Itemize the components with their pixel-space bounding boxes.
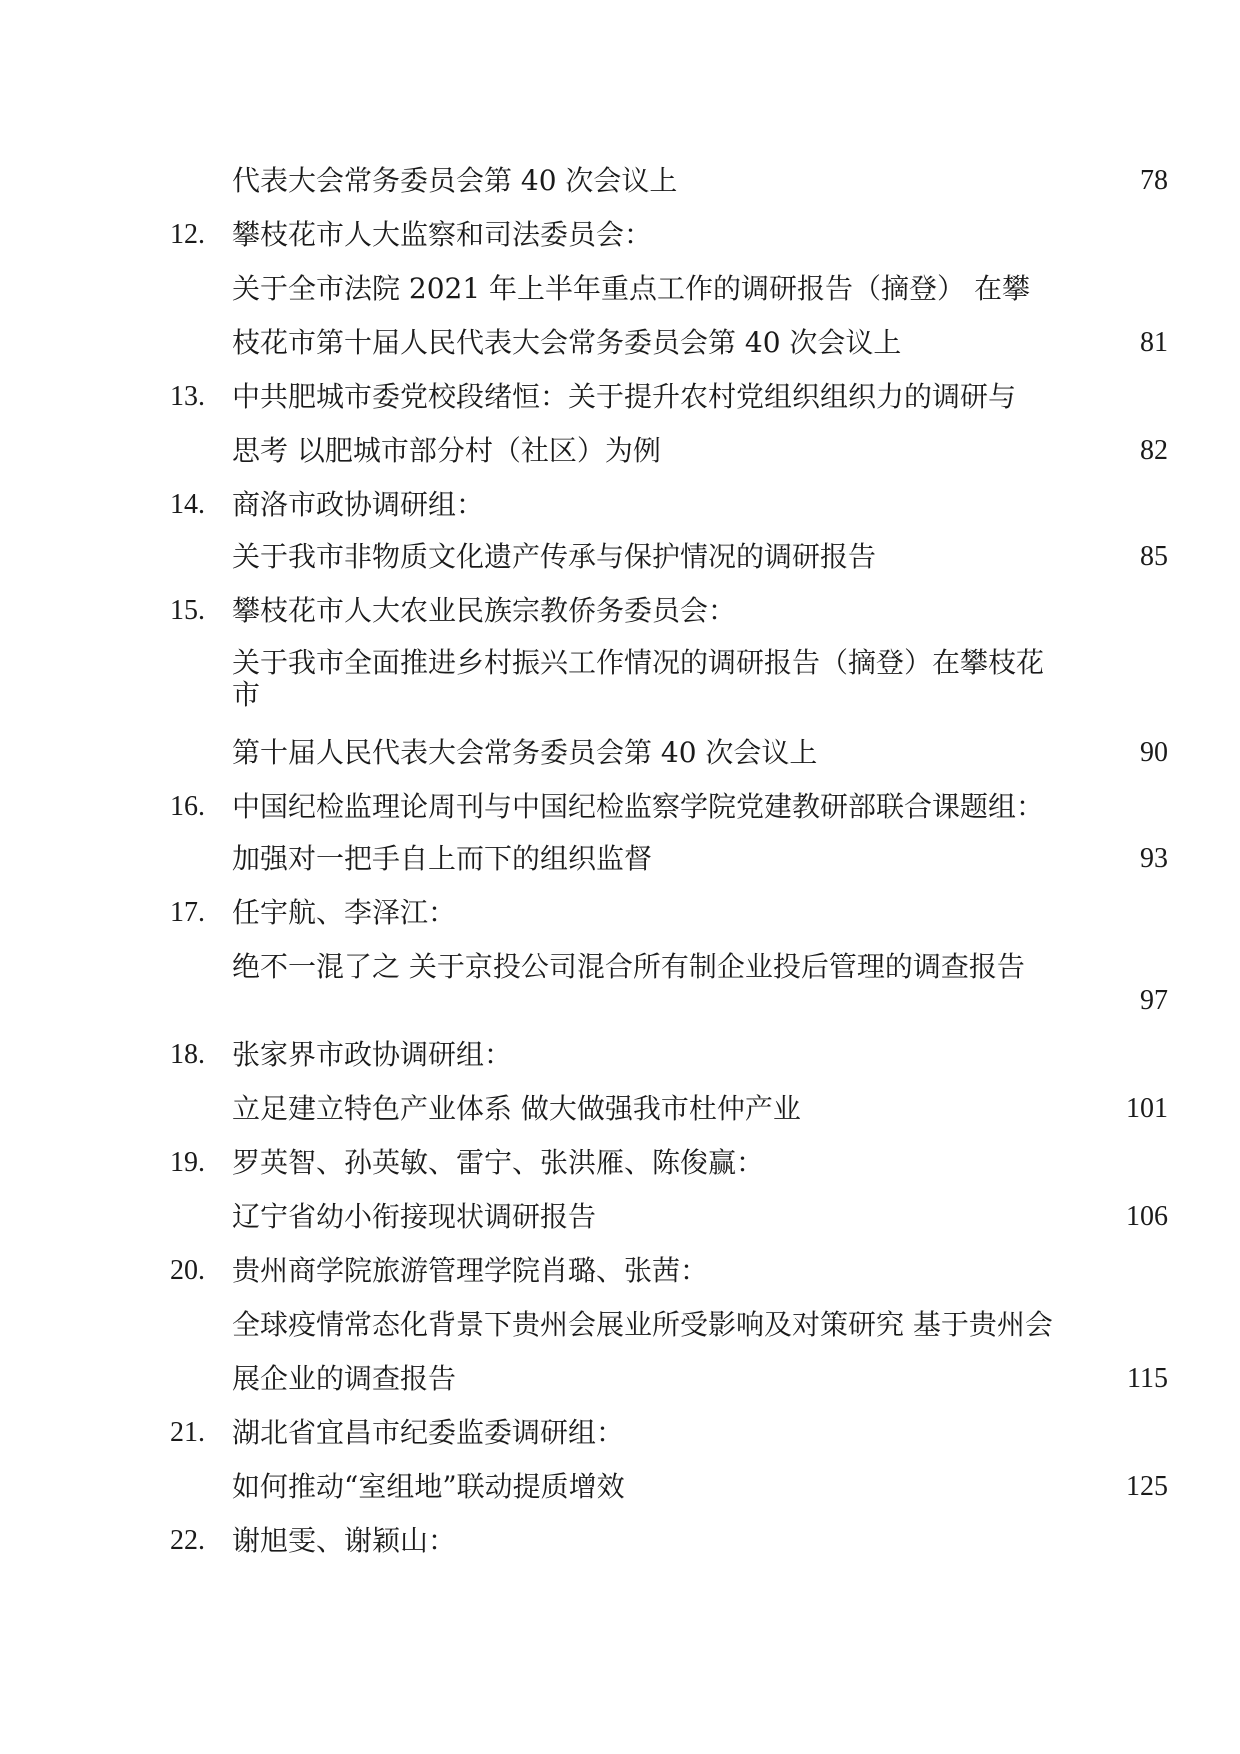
toc-entry-13-number: 13. <box>170 381 205 412</box>
toc-entry-13-author: 中共肥城市委党校段绪恒：关于提升农村党组织组织力的调研与 <box>232 380 1017 413</box>
toc-entry-15-title-line[interactable]: 第十届人民代表大会常务委员会第 40 次会议上 <box>232 736 818 769</box>
toc-entry-19-author: 罗英智、孙英敏、雷宁、张洪雁、陈俊赢： <box>232 1146 765 1179</box>
toc-entry-17-title-line[interactable]: 绝不一混了之 关于京投公司混合所有制企业投后管理的调查报告 <box>232 950 1025 983</box>
toc-entry-18-title-line[interactable]: 立足建立特色产业体系 做大做强我市杜仲产业 <box>232 1092 801 1125</box>
toc-entry-13-page-number[interactable]: 82 <box>1140 435 1168 466</box>
toc-entry-19-number: 19. <box>170 1147 205 1178</box>
toc-entry-21-number: 21. <box>170 1417 205 1448</box>
toc-entry-19-title-line[interactable]: 辽宁省幼小衔接现状调研报告 <box>232 1200 597 1233</box>
toc-entry-21-author: 湖北省宜昌市纪委监委调研组： <box>232 1416 625 1449</box>
toc-entry-15-author: 攀枝花市人大农业民族宗教侨务委员会： <box>232 594 737 627</box>
toc-entry-15-title-line[interactable]: 关于我市全面推进乡村振兴工作情况的调研报告（摘登）在攀枝花 <box>232 646 1045 679</box>
toc-entry-12-author: 攀枝花市人大监察和司法委员会： <box>232 218 653 251</box>
toc-entry-22-number: 22. <box>170 1525 205 1556</box>
toc-entry-12-number: 12. <box>170 219 205 250</box>
toc-entry-20-number: 20. <box>170 1255 205 1286</box>
toc-entry-12-title-line[interactable]: 枝花市第十届人民代表大会常务委员会第 40 次会议上 <box>232 326 902 359</box>
toc-entry-16-author: 中国纪检监理论周刊与中国纪检监察学院党建教研部联合课题组： <box>232 790 1045 823</box>
toc-entry-14-author: 商洛市政协调研组： <box>232 488 485 521</box>
toc-entry-20-author: 贵州商学院旅游管理学院肖璐、张茜： <box>232 1254 709 1287</box>
toc-entry-16-number: 16. <box>170 791 205 822</box>
toc-entry-21-title-line[interactable]: 如何推动“室组地”联动提质增效 <box>232 1470 625 1503</box>
toc-entry-17-page-number[interactable]: 97 <box>1140 985 1168 1016</box>
toc-entry-17-number: 17. <box>170 897 205 928</box>
toc-entry-20-page-number[interactable]: 115 <box>1127 1363 1168 1394</box>
toc-entry-18-number: 18. <box>170 1039 205 1070</box>
toc-entry-20-title-line[interactable]: 全球疫情常态化背景下贵州会展业所受影响及对策研究 基于贵州会 <box>232 1308 1053 1341</box>
toc-entry-14-page-number[interactable]: 85 <box>1140 541 1168 572</box>
toc-entry-13-title-line[interactable]: 思考 以肥城市部分村（社区）为例 <box>232 434 661 467</box>
toc-entry-21-page-number[interactable]: 125 <box>1126 1471 1168 1502</box>
toc-entry-17-author: 任宇航、李泽江： <box>232 896 457 929</box>
toc-entry-14-title-line[interactable]: 关于我市非物质文化遗产传承与保护情况的调研报告 <box>232 540 877 573</box>
toc-entry-15-number: 15. <box>170 595 205 626</box>
toc-entry-14-number: 14. <box>170 489 205 520</box>
toc-entry-18-page-number[interactable]: 101 <box>1126 1093 1168 1124</box>
toc-entry-12-title-line[interactable]: 关于全市法院 2021 年上半年重点工作的调研报告（摘登） 在攀 <box>232 272 1030 305</box>
toc-entry-11-title-line: 代表大会常务委员会第 40 次会议上 <box>232 164 678 197</box>
toc-entry-22-author: 谢旭雯、谢颖山： <box>232 1524 457 1557</box>
toc-entry-15-title-line[interactable]: 市 <box>232 678 261 711</box>
toc-entry-18-author: 张家界市政协调研组： <box>232 1038 513 1071</box>
toc-entry-16-page-number[interactable]: 93 <box>1140 843 1168 874</box>
toc-entry-16-title-line[interactable]: 加强对一把手自上而下的组织监督 <box>232 842 653 875</box>
toc-entry-20-title-line[interactable]: 展企业的调查报告 <box>232 1362 457 1395</box>
toc-entry-11-page-number[interactable]: 78 <box>1140 165 1168 196</box>
toc-entry-15-page-number[interactable]: 90 <box>1140 737 1168 768</box>
toc-entry-19-page-number[interactable]: 106 <box>1126 1201 1168 1232</box>
toc-entry-12-page-number[interactable]: 81 <box>1140 327 1168 358</box>
